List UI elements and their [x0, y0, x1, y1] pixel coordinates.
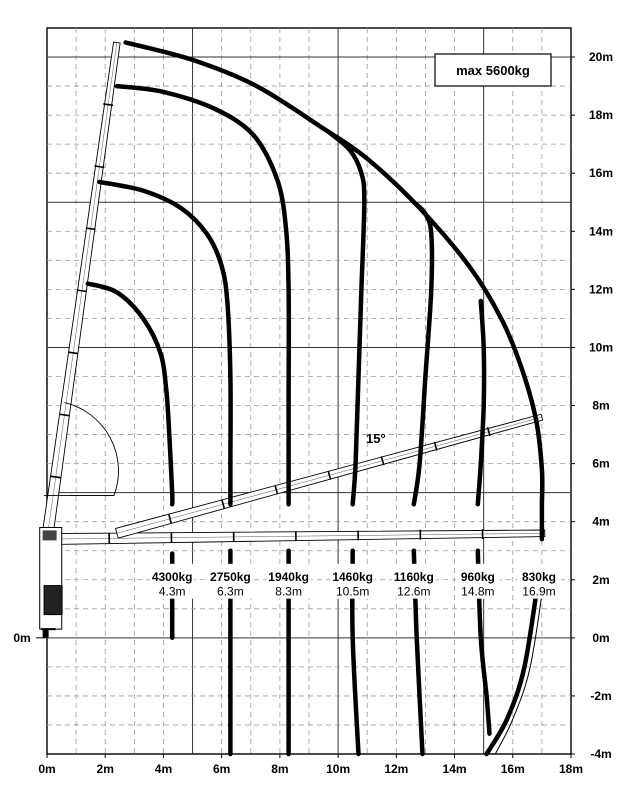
load-curve-upper-6: [478, 301, 484, 504]
reach-value: 8.3m: [275, 584, 302, 599]
y-tick-label: 6m: [592, 456, 610, 471]
load-value: 2750kg: [210, 570, 251, 585]
y-tick-label: 12m: [588, 282, 614, 297]
y-tick-label: 0m: [592, 630, 610, 645]
crane-base: [40, 527, 62, 637]
y-tick-label-left: 0m: [13, 630, 31, 645]
load-label-group: [208, 564, 252, 599]
load-value: 1460kg: [332, 570, 374, 585]
x-tick-label: 18m: [558, 762, 584, 776]
load-curve-upper-1: [88, 284, 173, 505]
y-tick-label: 16m: [588, 166, 614, 181]
y-tick-label: 18m: [588, 108, 614, 123]
reach-value: 10.5m: [335, 584, 370, 599]
boom-angle-label: 15°: [366, 431, 386, 446]
load-curve-upper-5: [414, 202, 432, 504]
x-tick-label: 0m: [38, 762, 56, 776]
load-label-group: [456, 564, 500, 599]
max-load-label: max 5600kg: [456, 63, 530, 78]
y-tick-label: 2m: [592, 572, 610, 587]
crane-boom-drawing: [40, 42, 545, 638]
load-value: 1160kg: [393, 570, 434, 585]
load-value: 830kg: [521, 570, 556, 585]
x-tick-label: 2m: [96, 762, 114, 776]
y-tick-label: 14m: [588, 224, 614, 239]
load-label-group: [150, 564, 194, 599]
load-label-group: [517, 564, 561, 599]
y-tick-label: 20m: [588, 50, 614, 65]
load-curve-upper-3: [117, 86, 289, 504]
y-tick-label: 4m: [592, 514, 610, 529]
y-tick-label: -2m: [590, 688, 612, 703]
y-tick-label: 8m: [592, 398, 610, 413]
y-tick-label: 10m: [588, 340, 614, 355]
load-curves: [88, 43, 545, 755]
load-labels: [150, 564, 561, 599]
grid: [47, 28, 571, 754]
load-value: 960kg: [460, 570, 495, 585]
load-value: 4300kg: [151, 570, 193, 585]
load-label-group: [267, 564, 311, 599]
load-curve-upper-2: [99, 182, 230, 504]
y-tick-label: -4m: [590, 747, 612, 761]
load-label-group: [392, 564, 436, 599]
x-tick-label: 6m: [212, 762, 231, 776]
boom-vertical: [42, 42, 121, 540]
reach-value: 16.9m: [522, 584, 556, 599]
x-tick-label: 16m: [500, 762, 525, 776]
x-tick-label: 10m: [326, 762, 351, 776]
x-tick-label: 8m: [271, 762, 289, 776]
slewing-arc: [64, 403, 118, 496]
x-tick-label: 14m: [442, 762, 467, 776]
reach-value: 6.3m: [217, 584, 244, 599]
reach-value: 12.6m: [397, 584, 431, 599]
x-tick-label: 4m: [154, 762, 173, 776]
reach-value: 14.8m: [461, 584, 495, 599]
load-value: 1940kg: [268, 570, 309, 585]
load-label-group: [331, 564, 375, 599]
reach-value: 4.3m: [158, 584, 186, 599]
x-tick-label: 12m: [384, 762, 409, 776]
